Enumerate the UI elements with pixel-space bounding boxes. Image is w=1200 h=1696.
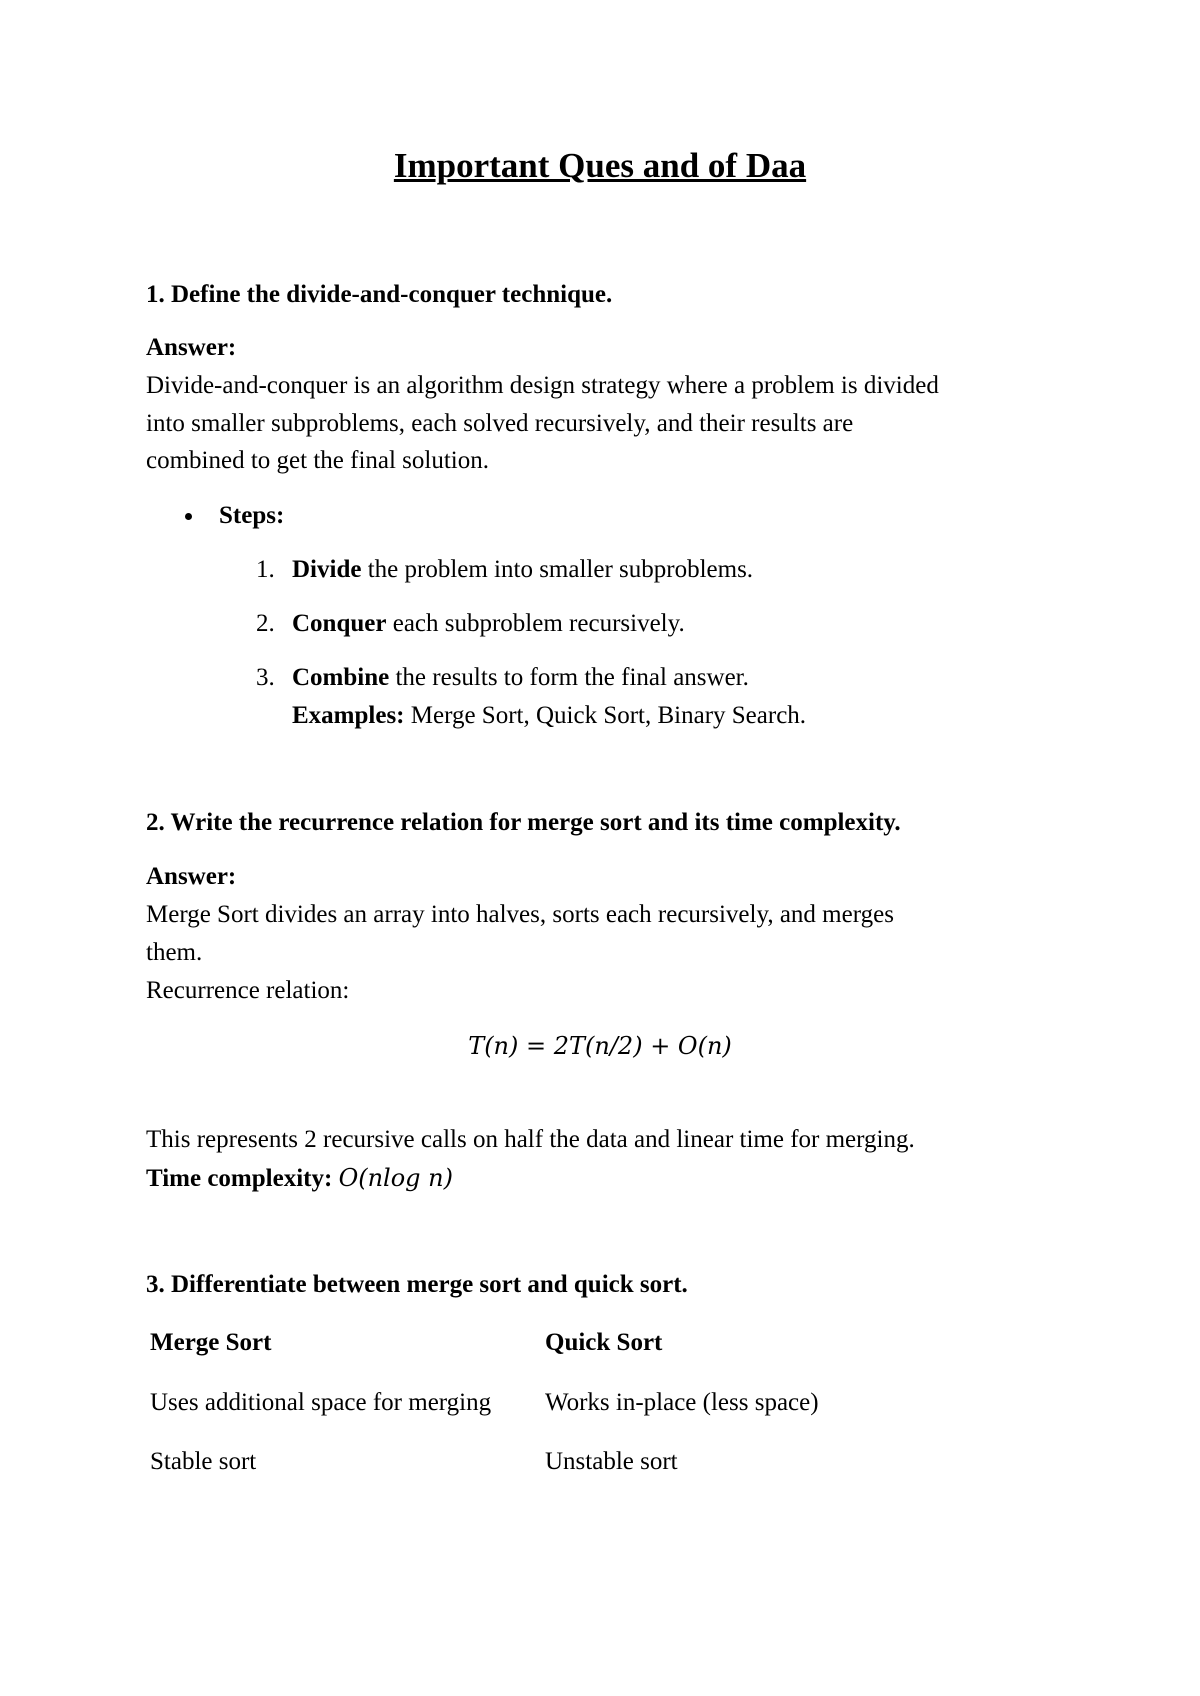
step-number: 3. — [256, 664, 275, 691]
step-text: each subproblem recursively. — [386, 610, 685, 637]
page-title: Important Ques and of Daa — [393, 146, 807, 185]
table-header-quick-sort: Quick Sort — [545, 1329, 663, 1356]
q1-answer-line-3: combined to get the final solution. — [146, 447, 489, 474]
step-keyword: Combine — [292, 664, 390, 691]
examples-text: Merge Sort, Quick Sort, Binary Search. — [404, 702, 807, 729]
q1-question: 1. Define the divide-and-conquer technique. — [146, 281, 613, 308]
table-cell: Works in-place (less space) — [545, 1389, 819, 1416]
q1-answer-line-1: Divide-and-conquer is an algorithm design strategy where a problem is divided — [146, 372, 939, 399]
step-text: the problem into smaller subproblems. — [361, 556, 754, 583]
complexity-label: Time complexity: — [146, 1165, 333, 1192]
q2-answer-line-3: Recurrence relation: — [146, 977, 350, 1004]
step-keyword: Conquer — [292, 610, 387, 637]
q2-answer-line-1: Merge Sort divides an array into halves, sorts each recursively, and merges — [146, 901, 894, 928]
q2-question: 2. Write the recurrence relation for merge sort and its time complexity. — [146, 809, 901, 836]
recurrence-equation: T(n) = 2T(n/2) + O(n) — [468, 1032, 732, 1060]
q1-step-2 — [256, 609, 685, 639]
table-cell: Stable sort — [150, 1448, 257, 1475]
q3-question: 3. Differentiate between merge sort and quick sort. — [146, 1271, 688, 1298]
step-number: 2. — [256, 610, 275, 637]
examples-label: Examples: — [292, 702, 405, 729]
table-header-merge-sort: Merge Sort — [150, 1329, 272, 1356]
q1-step-1 — [256, 555, 753, 585]
q2-answer-line-2: them. — [146, 939, 203, 966]
step-number: 1. — [256, 556, 275, 583]
q2-complexity — [146, 1163, 453, 1194]
q1-step-3 — [256, 663, 749, 693]
bullet-dot-icon — [185, 513, 192, 520]
q1-steps-label: Steps: — [219, 502, 285, 529]
step-text: the results to form the final answer. — [389, 664, 749, 691]
q2-answer-label: Answer: — [146, 863, 237, 890]
q1-examples — [292, 701, 806, 731]
table-cell: Uses additional space for merging — [150, 1389, 492, 1416]
q2-explanation: This represents 2 recursive calls on half the data and linear time for merging. — [146, 1126, 915, 1153]
q1-answer-label: Answer: — [146, 334, 237, 361]
complexity-value: O(nlog n) — [338, 1164, 453, 1192]
step-keyword: Divide — [292, 556, 362, 583]
table-cell: Unstable sort — [545, 1448, 678, 1475]
q1-answer-line-2: into smaller subproblems, each solved recursively, and their results are — [146, 410, 854, 437]
